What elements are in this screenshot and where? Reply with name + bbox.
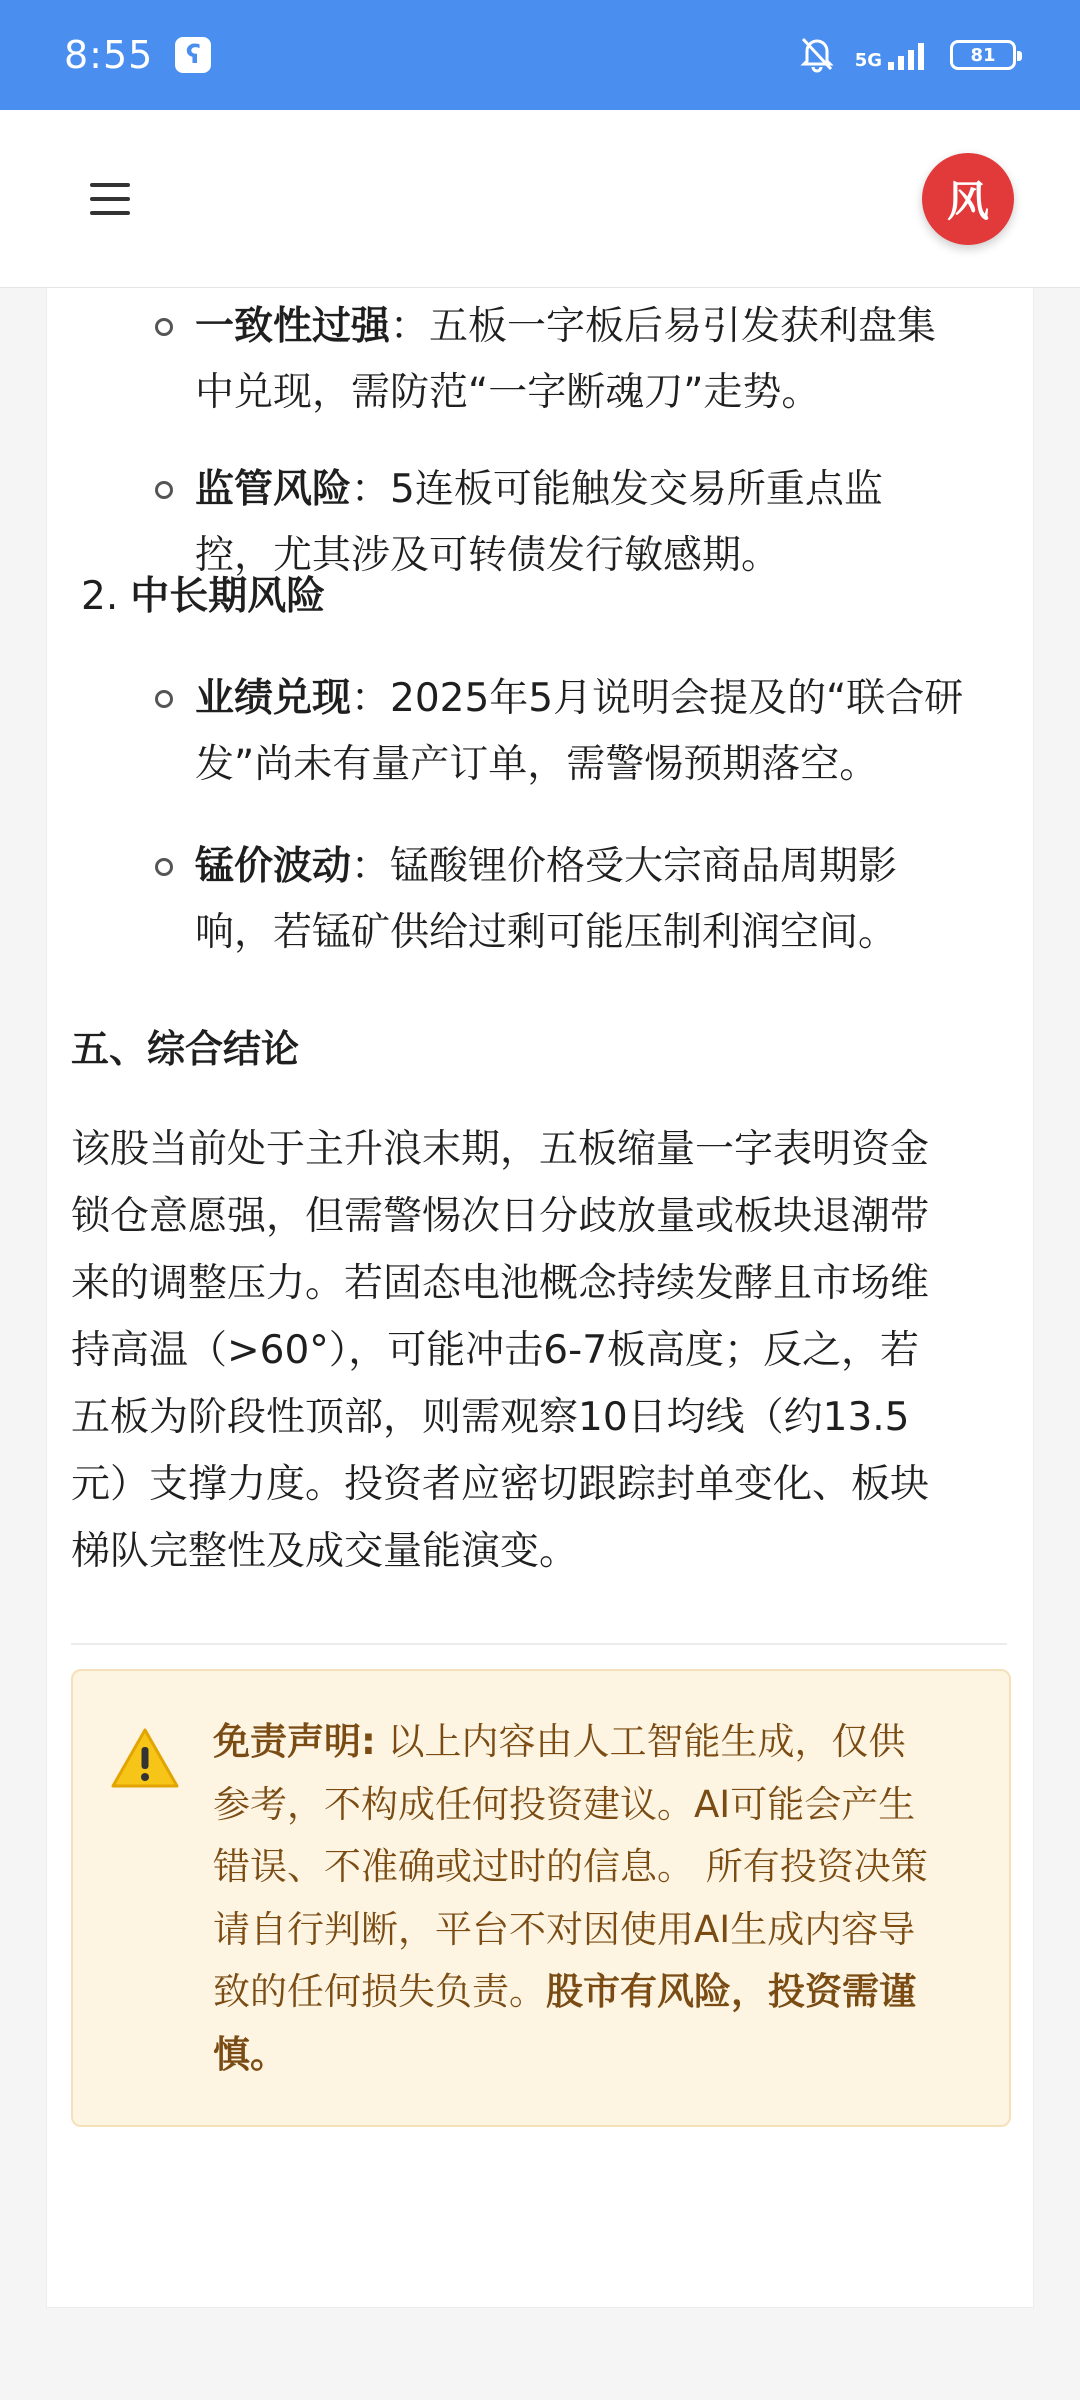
disclaimer-warning: 股市有风险，投资需谨	[546, 1970, 916, 2013]
item-text: 发”尚未有量产订单，需警惕预期落空。	[195, 742, 879, 787]
avatar[interactable]: 风	[922, 153, 1014, 245]
battery-icon: 81	[950, 40, 1016, 70]
paragraph-line: 元）支撑力度。投资者应密切跟踪封单变化、板块	[71, 1462, 930, 1507]
answer-card	[46, 288, 1034, 2308]
circle-bullet-icon	[155, 318, 173, 336]
list-number: 2.	[81, 574, 119, 619]
hamburger-menu-icon[interactable]	[90, 183, 130, 215]
paragraph-line: 锁仓意愿强，但需警惕次日分歧放量或板块退潮带	[71, 1194, 930, 1239]
disclaimer-text: 请自行判断，平台不对因使用AI生成内容导	[213, 1907, 916, 1951]
separator: ：	[351, 467, 391, 512]
separator: ：	[351, 676, 391, 721]
item-title: 业绩兑现	[195, 676, 352, 721]
separator: ：	[390, 304, 430, 349]
paragraph-line: 该股当前处于主升浪末期，五板缩量一字表明资金	[71, 1127, 930, 1172]
warning-icon	[111, 1727, 179, 1789]
paragraph-line: 持高温（>60°），可能冲击6-7板高度；反之，若	[71, 1328, 920, 1373]
circle-bullet-icon	[155, 858, 173, 876]
disclaimer-text: 错误、不准确或过时的信息。 所有投资决策	[213, 1845, 928, 1888]
list-item	[71, 666, 1007, 798]
list-item	[71, 834, 1007, 966]
item-title: 监管风险	[195, 467, 352, 512]
disclaimer-warning: 慎。	[213, 2032, 287, 2076]
disclaimer-text: 以上内容由人工智能生成，仅供	[375, 1720, 906, 1763]
status-bar	[0, 0, 1080, 110]
item-text: 五板一字板后易引发获利盘集	[429, 304, 937, 349]
network-type: 5G	[854, 50, 882, 71]
conclusion-paragraph	[71, 1116, 1007, 1585]
disclaimer-text: 致的任何损失负责。	[213, 1970, 546, 2013]
heading-label: 中长期风险	[130, 574, 326, 619]
item-text: 2025年5月说明会提及的“联合研	[390, 676, 964, 721]
item-text: 5连板可能触发交易所重点监	[390, 467, 883, 512]
status-time: 8:55	[64, 33, 154, 77]
disclaimer-label: 免责声明:	[213, 1720, 376, 1763]
list-item	[71, 457, 1007, 589]
item-text: 锰酸锂价格受大宗商品周期影	[390, 844, 898, 889]
notification-app-icon: ʕ	[175, 37, 211, 73]
disclaimer-box	[71, 1669, 1011, 2127]
risk-list-short-term	[71, 288, 1007, 578]
status-icons	[797, 33, 1016, 77]
paragraph-line: 来的调整压力。若固态电池概念持续发酵且市场维	[71, 1261, 930, 1306]
signal-icon	[855, 40, 932, 70]
circle-bullet-icon	[155, 690, 173, 708]
disclaimer-text: 参考，不构成任何投资建议。AI可能会产生	[213, 1782, 916, 1826]
app-header	[0, 110, 1080, 288]
circle-bullet-icon	[155, 481, 173, 499]
item-title: 一致性过强	[195, 304, 391, 349]
list-item	[71, 294, 1007, 415]
risk-list-long-term	[71, 666, 1007, 966]
paragraph-line: 五板为阶段性顶部，则需观察10日均线（约13.5	[71, 1395, 910, 1440]
item-text: 控，尤其涉及可转债发行敏感期。	[195, 533, 781, 578]
bell-muted-icon	[797, 33, 837, 77]
section-title: 五、综合结论	[71, 1027, 300, 1071]
item-title: 锰价波动	[195, 844, 352, 889]
separator: ：	[351, 844, 391, 889]
item-text: 中兑现，需防范“一字断魂刀”走势。	[195, 370, 821, 415]
paragraph-line: 梯队完整性及成交量能演变。	[71, 1529, 579, 1574]
divider	[71, 1643, 1007, 1645]
item-text: 响，若锰矿供给过剩可能压制利润空间。	[195, 910, 898, 955]
